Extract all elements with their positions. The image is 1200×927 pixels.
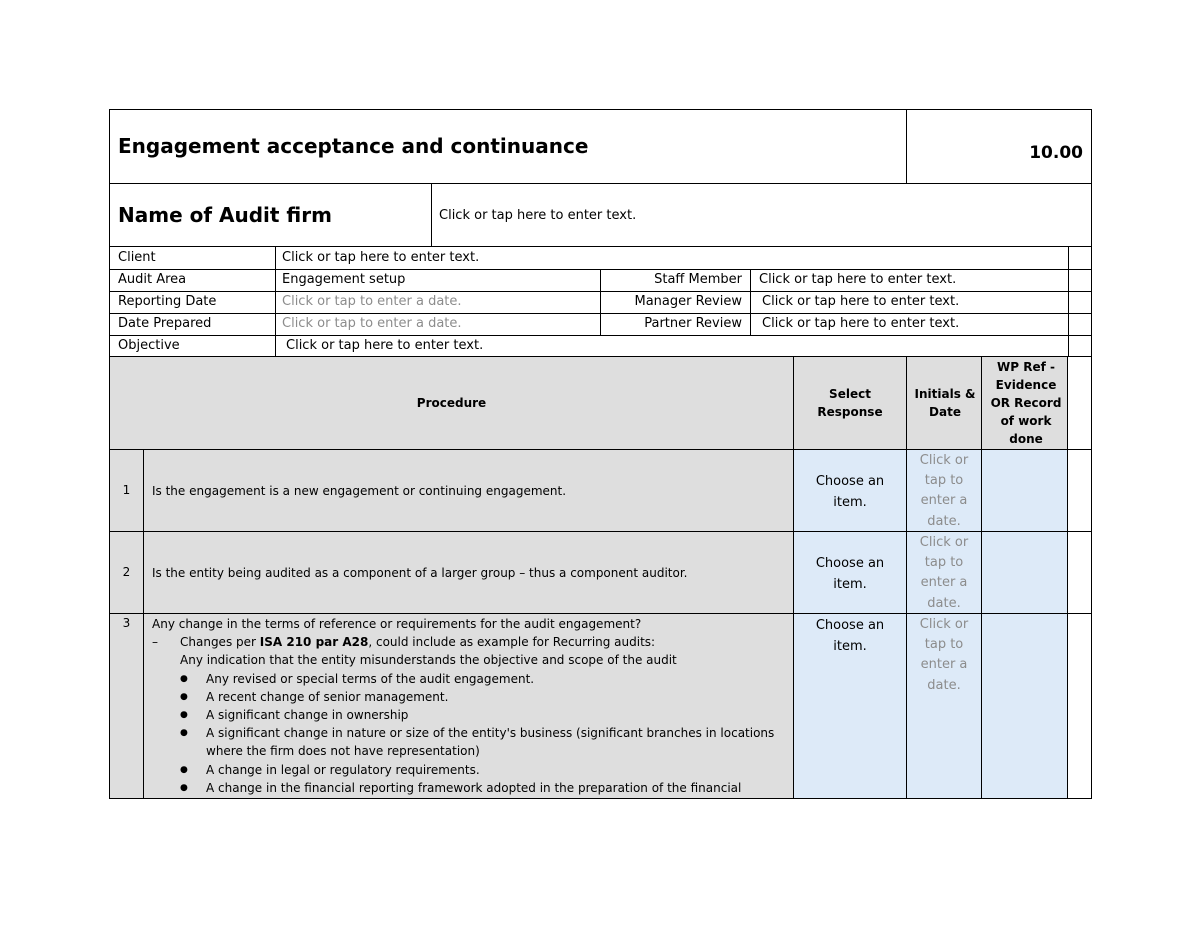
row-1-procedure: Is the engagement is a new engagement or continuing engagement. (152, 484, 567, 498)
sub-prefix: Changes per (180, 635, 260, 650)
row-2-response-select[interactable]: Choose an item. (815, 556, 885, 592)
row-3-number: 3 (122, 616, 131, 630)
objective-input[interactable]: Click or tap here to enter text. (286, 338, 484, 353)
partner-review-label: Partner Review (644, 316, 742, 331)
reporting-date-label: Reporting Date (118, 294, 217, 309)
row-2-wpref-input[interactable] (982, 532, 1067, 613)
row-3-intro: Any change in the terms of reference or requirements for the audit engagement? (152, 617, 642, 631)
staff-member-input[interactable]: Click or tap here to enter text. (759, 272, 957, 287)
row-3-wpref-input[interactable] (982, 614, 1067, 798)
objective-label: Objective (118, 338, 180, 353)
client-label: Client (118, 250, 156, 265)
procedure-header: Procedure (416, 396, 487, 410)
isa-reference: ISA 210 par A28 (259, 635, 369, 650)
reporting-date-input[interactable]: Click or tap to enter a date. (282, 294, 462, 309)
table-col-line (143, 449, 144, 799)
header-number: 10.00 (1029, 143, 1083, 163)
sub-suffix: , could include as example for Recurring audits: (368, 635, 656, 650)
row-1-wpref-input[interactable] (982, 450, 1067, 531)
bullet-item: ● A recent change of senior management. (152, 688, 788, 706)
row-1-number: 1 (122, 483, 131, 497)
page-title: Engagement acceptance and continuance (118, 134, 589, 158)
firm-input[interactable]: Click or tap here to enter text. (439, 208, 637, 223)
dash-marker: – (152, 635, 158, 650)
row-3-procedure (152, 615, 788, 797)
row-3-sub-line (152, 633, 788, 651)
table-col-line (1067, 356, 1068, 799)
bullet-item: ● A change in legal or regulatory requirements. (152, 761, 788, 779)
header-divider (109, 183, 1092, 184)
firm-divider (431, 184, 432, 247)
row-2-number: 2 (122, 565, 131, 579)
bullet-item: ● Any revised or special terms of the audit engagement. (152, 670, 788, 688)
table-line (109, 449, 1092, 450)
audit-area-label: Audit Area (118, 272, 187, 287)
partner-review-input[interactable]: Click or tap here to enter text. (762, 316, 960, 331)
client-input[interactable]: Click or tap here to enter text. (282, 250, 480, 265)
table-col-line (906, 356, 907, 799)
bullet-item: ● A significant change in nature or size of the entity's business (significant branches in locations where the firm does not have representation) (152, 724, 786, 760)
row-3-date-input[interactable]: Click or tap to enter a date. (919, 617, 969, 693)
firm-label: Name of Audit firm (118, 203, 332, 227)
row-2-procedure: Is the entity being audited as a component of a larger group – thus a component auditor. (152, 566, 688, 580)
date-prepared-label: Date Prepared (118, 316, 212, 331)
bullet-item: ● A significant change in ownership (152, 706, 788, 724)
row-1-response-select[interactable]: Choose an item. (815, 474, 885, 510)
table-col-line (793, 356, 794, 799)
row-2-date-input[interactable]: Click or tap to enter a date. (919, 535, 969, 611)
row-1-date-input[interactable]: Click or tap to enter a date. (919, 453, 969, 529)
response-header: Select Response (817, 387, 883, 419)
info-col-line (1068, 247, 1069, 357)
row-3-sub-line-2: Any indication that the entity misunderstands the objective and scope of the audit (180, 653, 677, 668)
bullet-item: ● A change in the financial reporting framework adopted in the preparation of the financial (152, 779, 788, 797)
wpref-header: WP Ref - Evidence OR Record of work done (990, 360, 1062, 446)
audit-area-value[interactable]: Engagement setup (282, 272, 406, 287)
date-prepared-input[interactable]: Click or tap to enter a date. (282, 316, 462, 331)
row-3-response-select[interactable]: Choose an item. (815, 618, 885, 654)
manager-review-input[interactable]: Click or tap here to enter text. (762, 294, 960, 309)
initials-header: Initials & Date (914, 387, 976, 419)
manager-review-label: Manager Review (634, 294, 742, 309)
staff-member-label: Staff Member (654, 272, 742, 287)
